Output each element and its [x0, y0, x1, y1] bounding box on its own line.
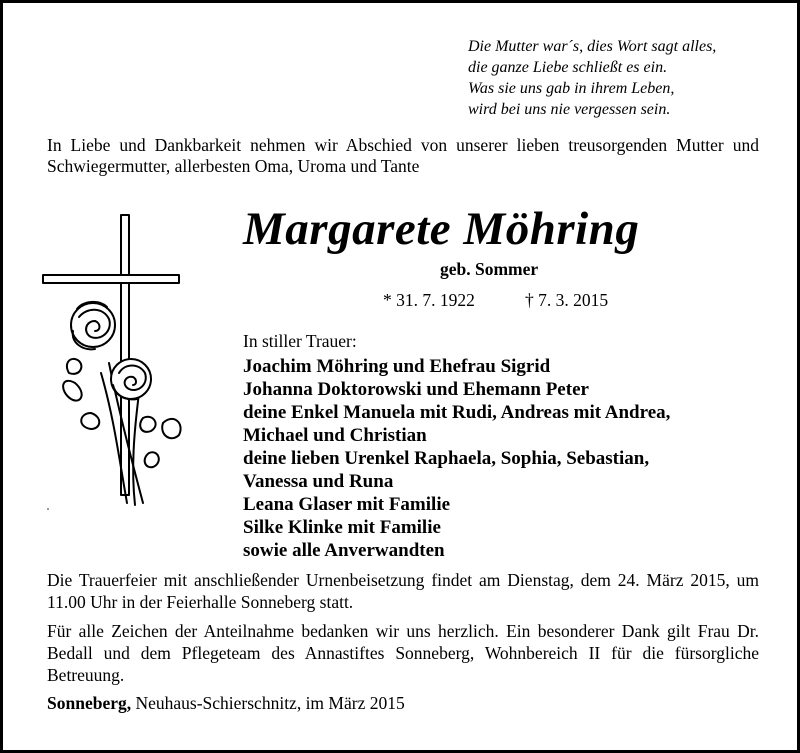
poem-line: Die Mutter war´s, dies Wort sagt alles,	[468, 38, 717, 55]
mourner-line: Vanessa und Runa	[243, 471, 394, 492]
footer-rest: Neuhaus-Schierschnitz, im März 2015	[131, 693, 405, 713]
poem-line: wird bei uns nie vergessen sein.	[468, 101, 671, 118]
maiden-name: geb. Sommer	[440, 259, 539, 279]
footer-place: Sonneberg,	[47, 693, 132, 713]
poem-line: die ganze Liebe schließt es ein.	[468, 59, 668, 76]
intro-text: In Liebe und Dankbarkeit nehmen wir Abschied von unserer lieben treusorgenden Mutter und Schwiegermutter, allerbesten Oma, Uroma und Tante	[47, 135, 759, 176]
deceased-name: Margarete Möhring	[243, 203, 640, 255]
mourner-line: deine Enkel Manuela mit Rudi, Andreas mit Andrea,	[243, 402, 671, 423]
death-date: † 7. 3. 2015	[525, 290, 609, 310]
mourner-line: sowie alle Anverwandten	[243, 540, 445, 561]
mourners-list	[243, 355, 783, 562]
mourner-line: Silke Klinke mit Familie	[243, 517, 441, 538]
cross-with-roses-icon	[39, 213, 189, 513]
mourner-line: Johanna Doktorowski und Ehemann Peter	[243, 379, 589, 400]
thanks-text: Für alle Zeichen der Anteilnahme bedanken wir uns herzlich. Ein besonderer Dank gilt Frau Dr. Bedall und dem Pflegeteam des Annastiftes Sonneberg, Wohnbereich II für die fürsorgliche Betreuung.	[47, 621, 759, 685]
birth-date: * 31. 7. 1922	[383, 290, 475, 310]
poem-line: Was sie uns gab in ihrem Leben,	[468, 80, 675, 97]
mourner-line: Leana Glaser mit Familie	[243, 494, 451, 515]
mourner-line: Joachim Möhring und Ehefrau Sigrid	[243, 356, 551, 377]
mourning-label: In stiller Trauer:	[243, 331, 357, 351]
funeral-info: Die Trauerfeier mit anschließender Urnenbeisetzung findet am Dienstag, dem 24. März 2015, um 11.00 Uhr in der Feierhalle Sonneberg statt.	[47, 570, 759, 612]
decorative-dot	[47, 508, 49, 510]
poem	[468, 36, 788, 120]
obituary-notice	[3, 3, 797, 750]
mourner-line: Michael und Christian	[243, 425, 427, 446]
footer-line	[47, 692, 759, 714]
mourner-line: deine lieben Urenkel Raphaela, Sophia, Sebastian,	[243, 448, 650, 469]
